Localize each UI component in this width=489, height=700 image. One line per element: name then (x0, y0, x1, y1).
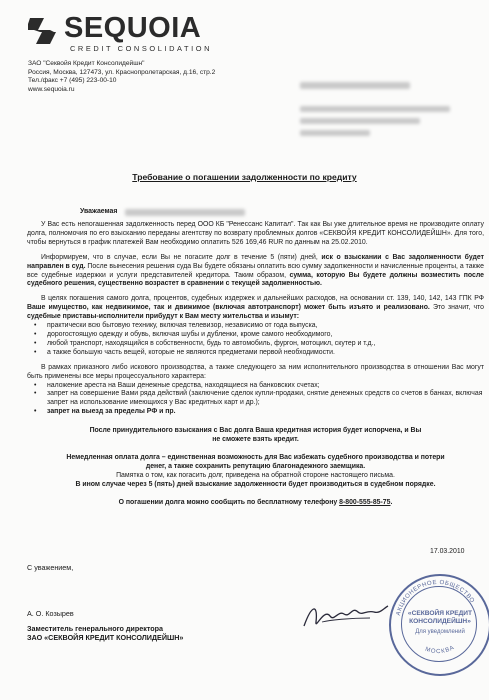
recipient-block-redacted (300, 78, 470, 148)
company-website: www.sequoia.ru (28, 85, 75, 93)
svg-text:МОСКВА: МОСКВА (424, 644, 456, 656)
signatory-block (27, 609, 287, 642)
handwritten-signature (300, 596, 390, 636)
brand-name: SEQUOIA (64, 12, 202, 44)
paragraph-credit-history: После принудительного взыскания с Вас долга Ваша кредитная история будет испорчена, и Вы не сможете взять кредит. (89, 427, 422, 444)
company-address-block (28, 60, 258, 94)
paragraph-court-warning: Информируем, что в случае, если Вы не погасите долг в течение 5 (пяти) дней, иск о взыскании с Вас задолженности будет направлен в суд. После вынесения решения суда Вы будете обязаны оплатить всю сумму задолженности и начисленные проценты, а также все судебные издержки и услуги представителей кредитора. Таким образом, сумма, которую Вы будете должны возместить после судебного решения, существенно возрастет в сравнении с текущей задолженностью. (27, 253, 484, 288)
signatory-position: Заместитель генерального директора (27, 624, 164, 633)
list-item: • практически всю бытовую технику, включая телевизор, независимо от года выпуска, (27, 322, 484, 331)
list-item: • дорогостоящую одежду и обувь, включая шубы и дубленки, кроме самого необходимого, (27, 331, 484, 340)
greeting (80, 208, 117, 217)
list-item: • запрет на выезд за пределы РФ и пр. (27, 408, 484, 417)
toll-free-phone-link[interactable]: 8-800-555-85-75 (339, 498, 391, 506)
letter-date: 17.03.2010 (430, 548, 465, 555)
seal-line-2: КОНСОЛИДЕЙШН» (409, 618, 471, 625)
paragraph-memo-note: Памятка о том, как погасить долг, приведена на обратной стороне настоящего письма. (116, 471, 395, 479)
brand-tagline: CREDIT CONSOLIDATION (70, 44, 213, 53)
svg-text:АКЦИОНЕРНОЕ ОБЩЕСТВО: АКЦИОНЕРНОЕ ОБЩЕСТВО (395, 579, 476, 617)
logo-mark (28, 14, 58, 48)
seizure-list (27, 322, 484, 358)
seal-line-1: «СЕКВОЙЯ КРЕДИТ (407, 610, 473, 617)
list-item: • наложение ареста на Ваши денежные средства, находящиеся на банковских счетах; (27, 382, 484, 391)
signatory-company: ЗАО «СЕКВОЙЯ КРЕДИТ КОНСОЛИДЕЙШН» (27, 633, 184, 642)
company-phone: Тел./факс +7 (495) 223-00-10 (28, 77, 117, 85)
paragraph-phone-notice: О погашении долга можно сообщить по бесплатному телефону 8-800-555-85-75. (118, 498, 393, 506)
letter-title: Требование о погашении задолженности по кредиту (132, 172, 357, 182)
signatory-name: А. О. Козырев (27, 609, 74, 618)
paragraph-debt-notice: У Вас есть непогашенная задолженность перед ООО КБ "Ренессанс Капитал". Так как Вы уже длительное время не производите оплату долга, полномочия по его взысканию переданы агентству по возврату проблемных долгов «СЕКВОЙЯ КРЕДИТ КОНСОЛИДЕЙШН». Для того, чтобы вернуться в график платежей Вам необходимо оплатить 526 169,46 RUR по данным на 25.02.2010. (27, 221, 484, 246)
measures-list (27, 382, 484, 418)
company-name: ЗАО "Секвойя Кредит Консолидейшн" (28, 60, 145, 67)
closing-phrase: С уважением, (27, 563, 74, 572)
seal-line-3: Для уведомлений (415, 629, 465, 635)
greeting-text: Уважаемая (80, 208, 118, 215)
company-seal (389, 574, 489, 676)
paragraph-immediate-payment: Немедленная оплата долга – единственная возможность для Вас избежать судебного производства и потери денег, а также сохранить репутацию благонадежного заемщика. (66, 453, 445, 470)
list-item: • а также большую часть вещей, которые не являются предметами первой необходимости. (27, 349, 484, 358)
company-address: Россия, Москва, 127473, ул. Краснопролетарская, д.16, стр.2 (28, 68, 216, 76)
sequoia-logo-icon (28, 14, 58, 48)
paragraph-property-seizure: В целях погашения самого долга, процентов, судебных издержек и дальнейших расходов, на основании ст. 139, 140, 142, 143 ГПК РФ Ваше имущество, как недвижимое, так и движимое (включая автотранспорт) может быть изъято и реализовано. Это значит, что судебные приставы-исполнители прибудут к Вам месту жительства и изымут: (27, 295, 484, 321)
recipient-name-redacted (125, 209, 245, 216)
list-item: • запрет на совершение Вами ряда действий (заключение сделок купли-продажи, снятие денежных средств со счетов в банках, включая запрет на использование имеющихся у Вас кредитных карт и др.); (27, 390, 484, 408)
paragraph-court-deadline: В ином случае через 5 (пять) дней взыскание задолженности будет производиться в судебном порядке. (75, 480, 436, 488)
letter-body (27, 221, 484, 507)
list-item: • любой транспорт, находящийся в собственности, будь то автомобиль, фургон, мотоцикл, скутер и т.д., (27, 340, 484, 349)
paragraph-procedural-measures: В рамках приказного либо искового производства, а также следующего за ним исполнительного производства в отношении Вас могут быть применены все меры процессуального характера: (27, 363, 484, 380)
